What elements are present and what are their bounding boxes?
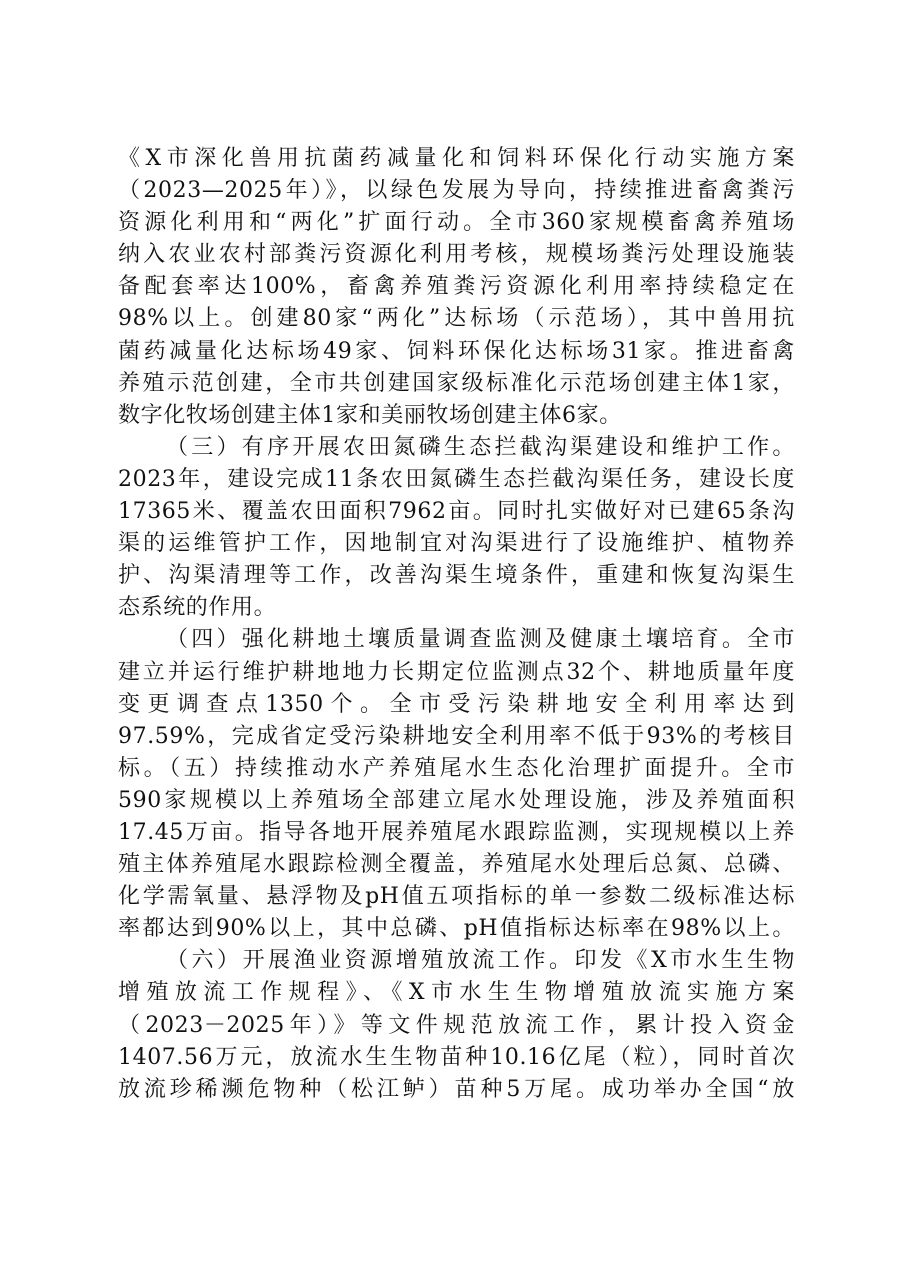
section-heading-line: （六）开展渔业资源增殖放流工作。印发《X市水生生物 (166, 948, 795, 974)
text-line: 《X市深化兽用抗菌药减量化和饲料环保化行动实施方案 (118, 146, 795, 171)
text-line: 菌药减量化达标场49家、饲料环保化达标场31家。推进畜禽 (118, 338, 795, 364)
text-line: 备配套率达100%，畜禽养殖粪污资源化利用率持续稳定在 (118, 274, 795, 300)
text-line: 率都达到90%以上，其中总磷、pH值指标达标率在98%以上。 (118, 916, 795, 942)
text-line: 化学需氧量、悬浮物及pH值五项指标的单一参数二级标准达标 (118, 884, 795, 910)
text-line: 1407.56万元，放流水生生物苗种10.16亿尾（粒），同时首次 (118, 1044, 795, 1070)
text-line: 增殖放流工作规程》、《X市水生生物增殖放流实施方案 (118, 980, 795, 1006)
text-line: 渠的运维管护工作，因地制宜对沟渠进行了设施维护、植物养 (118, 531, 795, 557)
text-line: 建立并运行维护耕地地力长期定位监测点32个、耕地质量年度 (118, 659, 795, 685)
text-line: 殖主体养殖尾水跟踪检测全覆盖，养殖尾水处理后总氮、总磷、 (118, 852, 795, 878)
section-heading-line: （四）强化耕地土壤质量调查监测及健康土壤培育。全市 (166, 627, 795, 653)
paragraph-livestock (118, 143, 795, 432)
paragraph-section-3 (118, 432, 795, 625)
text-line: 590家规模以上养殖场全部建立尾水处理设施，涉及养殖面积 (118, 787, 795, 813)
paragraph-section-4 (118, 624, 795, 945)
text-line: 2023年，建设完成11条农田氮磷生态拦截沟渠任务，建设长度 (118, 466, 795, 492)
paragraph-section-6 (118, 945, 795, 1105)
text-line: 98%以上。创建80家“两化”达标场（示范场），其中兽用抗 (118, 306, 795, 332)
text-line: （2023－2025年）》等文件规范放流工作，累计投入资金 (118, 1012, 795, 1038)
text-line: 态系统的作用。 (118, 595, 277, 621)
text-line: 数字化牧场创建主体1家和美丽牧场创建主体6家。 (118, 402, 622, 428)
text-line: 放流珍稀濒危物种（松江鲈）苗种5万尾。成功举办全国“放 (118, 1076, 795, 1102)
text-line: 养殖示范创建，全市共创建国家级标准化示范场创建主体1家， (118, 370, 795, 396)
text-line: （2023—2025年）》，以绿色发展为导向，持续推进畜禽粪污 (118, 178, 795, 204)
text-line: 变更调查点1350个。全市受污染耕地安全利用率达到 (118, 691, 795, 717)
text-line: 资源化利用和“两化”扩面行动。全市360家规模畜禽养殖场 (118, 210, 795, 236)
section-heading-line: （三）有序开展农田氮磷生态拦截沟渠建设和维护工作。 (166, 434, 795, 460)
text-line: 17365米、覆盖农田面积7962亩。同时扎实做好对已建65条沟 (118, 499, 795, 525)
text-line: 纳入农业农村部粪污资源化利用考核，规模场粪污处理设施装 (118, 242, 795, 268)
text-line: 标。（五）持续推动水产养殖尾水生态化治理扩面提升。全市 (118, 755, 795, 781)
text-line: 护、沟渠清理等工作，改善沟渠生境条件，重建和恢复沟渠生 (118, 563, 795, 589)
document-body (118, 143, 795, 1106)
text-line: 17.45万亩。指导各地开展养殖尾水跟踪监测，实现规模以上养 (118, 819, 795, 845)
text-line: 97.59%，完成省定受污染耕地安全利用率不低于93%的考核目 (118, 723, 795, 749)
